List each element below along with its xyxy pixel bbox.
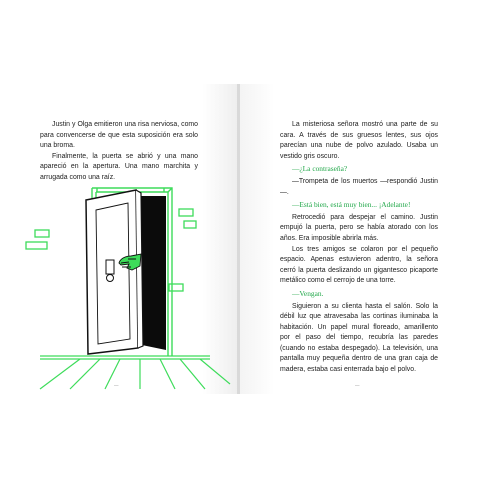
left-page [0, 84, 238, 394]
floor-boards [40, 356, 230, 389]
door-handle-icon [106, 260, 114, 282]
book-gutter [237, 84, 240, 394]
left-paragraph-1: Justin y Olga emitieron una risa nerviosa, como para convencerse de que esta suposición era solo una broma. [40, 121, 198, 150]
right-paragraph-6: Los tres amigos se colaron por el pequeño espacio. Apenas estuvieron adentro, la señora cerró la puerta deslizando un gigantesco picaporte metálico como el cerrojo de una torre. [280, 245, 438, 285]
left-paragraph-2: Finalmente, la puerta se abrió y una mano apareció en la apertura. Una mano marchita y arrugada como una raíz. [40, 152, 198, 181]
left-page-text [40, 120, 198, 184]
dialogue-come: —Vengan. [292, 288, 324, 298]
right-paragraph-5: Retrocedió para despejar el camino. Justin empujó la puerta, pero se había atorado con los años. Era imposible abrirla más. [280, 213, 438, 242]
right-page [238, 84, 480, 394]
dialogue-come-in: —Está bien, está muy bien... ¡Adelante! [292, 200, 411, 210]
right-page-text [280, 120, 438, 376]
right-paragraph-3: —Trompeta de los muertos —respondió Justin—. [280, 177, 438, 196]
book-spread [0, 84, 480, 394]
right-paragraph-1: La misteriosa señora mostró una parte de su cara. A través de sus gruesos lentes, sus ojos parecían una nube de polvo azulado. Usaba un vestido gris oscuro. [280, 121, 438, 160]
dialogue-password: —¿La contraseña? [292, 164, 348, 174]
right-paragraph-8: Siguieron a su clienta hasta el salón. Solo la débil luz que atravesaba las cortinas iluminaba la habitación. Un papel mural floreado, amarillento por el paso del tiempo, recubría las paredes (cuando no estaba despegado). La televisión, una pantalla muy pequeña dentro de una gran caja de madera, estaba casi enterrada bajo el polvo. [280, 302, 438, 374]
page-number-right: — [355, 383, 360, 388]
page-number-left: — [114, 383, 119, 388]
door-illustration [0, 184, 238, 394]
